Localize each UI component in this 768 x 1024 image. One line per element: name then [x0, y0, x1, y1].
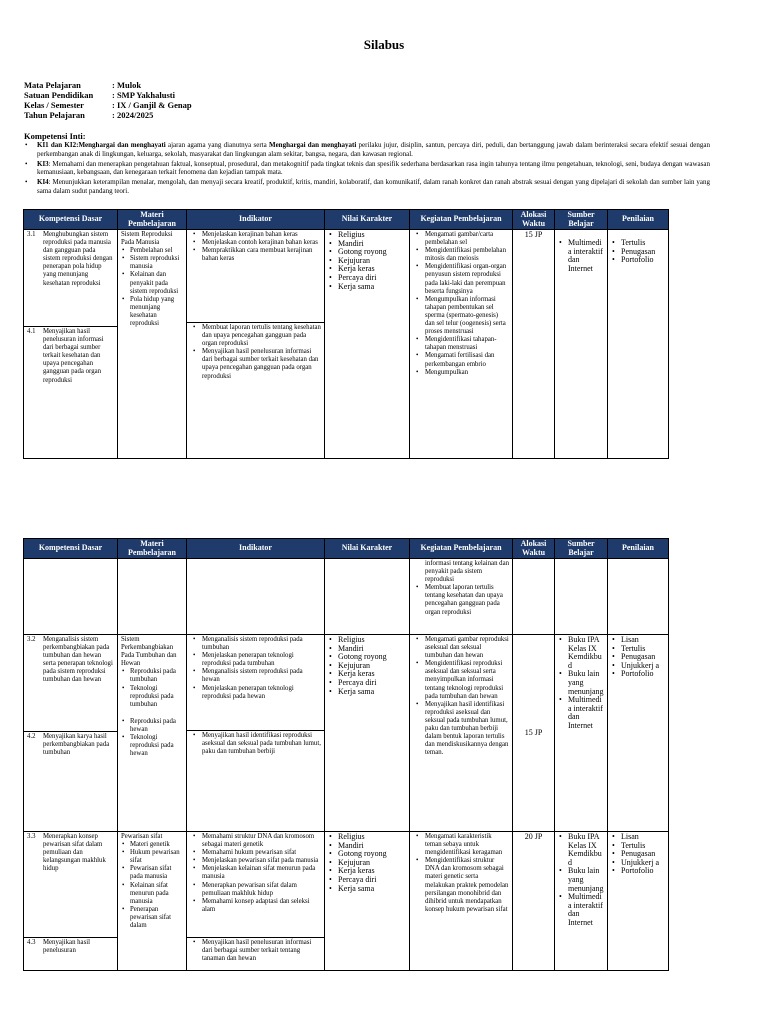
list-item: • Mengidentifikasi struktur DNA dan kromosom sebagai materi genetic serta melakukan praktek pemodelan persilangan monohibrid dan dihibrid untuk mendapatkan konsep hukum pewarisan sifat	[413, 857, 509, 914]
meta-value: : SMP Yakhalusti	[112, 90, 175, 100]
kegiatan-list	[413, 231, 509, 377]
sumber-list	[558, 833, 604, 928]
ki-code: KI1 dan KI2:	[37, 141, 79, 149]
kd-item	[27, 636, 114, 731]
materi-title: Sistem Perkembangbiakan Pada Tumbuhan dan Hewan	[121, 636, 177, 668]
meta-row	[24, 80, 192, 90]
list-item: • Menerapkan pewarisan sifat dalam pemuliaan makhluk hidup	[190, 882, 321, 898]
alokasi-cell: 15 JP	[513, 635, 555, 832]
col-kompetensi-dasar: Kompetensi Dasar	[24, 539, 118, 559]
penilaian-list	[611, 636, 665, 679]
col-kegiatan: Kegiatan Pembelajaran	[410, 210, 513, 230]
kd-item	[27, 231, 114, 326]
indikator-cell	[187, 635, 325, 832]
list-item: • Reproduksi pada hewan	[121, 718, 183, 734]
list-item: • Penugasan	[611, 248, 665, 257]
ki-list	[24, 141, 710, 197]
col-nilai-karakter: Nilai Karakter	[325, 210, 410, 230]
meta-row	[24, 90, 192, 100]
col-sumber: Sumber Belajar	[555, 210, 608, 230]
kegiatan-cell	[410, 559, 513, 635]
nilai-cell	[325, 832, 410, 971]
kd-text: Menyajikan hasil penelusuran	[43, 939, 91, 955]
list-item: • Buku lain yang menunjang	[558, 867, 604, 893]
list-item: • Portofolio	[611, 256, 665, 265]
list-item: • Kerja keras	[328, 670, 406, 679]
ki-text: : Menunjukkan keterampilan menalar, mengolah, dan menyaji secara kreatif, produktif, kritis, mandiri, kolaboratif, dan komunikatif, dalam ranah konkret dan ranah abstrak sesuai dengan yang dipelajari di sekolah dan sumber lain yang sama dalam sudut pandang teori.	[37, 178, 710, 195]
penilaian-cell	[608, 832, 669, 971]
list-item: • Mempraktikkan cara membuat kerajinan bahan keras	[190, 247, 321, 263]
kd-number: 3.2	[27, 636, 36, 643]
list-item: • Memahami hukum pewarisan sifat	[190, 849, 321, 857]
list-item: • Membuat laporan tertulis tentang kesehatan dan upaya pencegahan gangguan pada organ reproduksi	[190, 324, 321, 348]
list-item: • Religius	[328, 231, 406, 240]
list-item: • Mengamati gambar reproduksi aseksual dan seksual tumbuhan dan hewan	[413, 636, 509, 660]
list-item: • Buku IPA Kelas IX Kemdikbu d	[558, 636, 604, 670]
col-penilaian: Penilaian	[608, 539, 669, 559]
kd-text: Menghubungkan sistem reproduksi pada manusia dan gangguan pada sistem reproduksi dengan penerapan pola hidup yang menunjang kesehatan reproduksi	[43, 231, 113, 287]
ki-text: ajaran agama yang dianutnya serta	[165, 141, 269, 149]
kd-cell	[24, 559, 118, 635]
list-item: • Gotong royong	[328, 248, 406, 257]
list-item: • Menyajikan hasil penelusuran informasi dari berbagai sumber terkait tentang tanaman dan hewan	[190, 939, 321, 963]
list-item: • Menyajikan hasil penelusuran informasi dari berbagai sumber terkait kesehatan dan upaya pencegahan gangguan pada organ reproduksi	[190, 348, 321, 380]
list-item: • Kerja keras	[328, 867, 406, 876]
list-item: • Mandiri	[328, 842, 406, 851]
indikator-cell	[187, 230, 325, 459]
nilai-list	[328, 833, 406, 893]
table-header	[24, 210, 669, 230]
list-item: • Kerja sama	[328, 688, 406, 697]
list-item: • Religius	[328, 636, 406, 645]
sumber-cell	[555, 559, 608, 635]
nilai-list	[328, 636, 406, 696]
ki-item	[24, 178, 710, 196]
list-item: • Mengumpulkan	[413, 369, 509, 377]
kd-cell	[24, 635, 118, 832]
list-item: • Teknologi reproduksi pada hewan	[121, 734, 183, 758]
list-item: • Percaya diri	[328, 876, 406, 885]
list-item: • Kejujuran	[328, 662, 406, 671]
table-row	[24, 832, 669, 971]
list-item: • Gotong royong	[328, 850, 406, 859]
meta-value: : 2024/2025	[112, 110, 154, 120]
kd-item	[24, 326, 117, 385]
indikator-list	[190, 231, 321, 322]
list-item: • Lisan	[611, 833, 665, 842]
ki-item	[24, 141, 710, 159]
syllabus-table-2	[23, 538, 669, 971]
page-title: Silabus	[363, 37, 405, 52]
nilai-cell	[325, 230, 410, 459]
col-indikator: Indikator	[187, 539, 325, 559]
kd-text: Menyajikan karya hasil perkembangbiakan pada tumbuhan	[43, 733, 110, 757]
penilaian-cell	[608, 559, 669, 635]
list-item: • Pewarisan sifat pada manusia	[121, 865, 183, 881]
kd-number: 4.3	[27, 939, 36, 946]
col-alokasi: Alokasi Waktu	[513, 210, 555, 230]
meta-key: Mata Pelajaran	[24, 80, 81, 90]
sumber-cell	[555, 832, 608, 971]
kd-number: 3.3	[27, 833, 36, 840]
ki-bold: Menghargai dan menghayati	[78, 141, 166, 149]
materi-list	[121, 668, 183, 708]
list-item: • Materi genetik	[121, 841, 183, 849]
materi-cell	[118, 559, 187, 635]
list-item: • Multimedi a interaktif dan Internet	[558, 239, 604, 273]
nilai-cell	[325, 559, 410, 635]
list-item: • Religius	[328, 833, 406, 842]
list-item: • Unjukkerj a	[611, 662, 665, 671]
list-item: • Menganalisis sistem reproduksi pada hewan	[190, 668, 321, 684]
list-item: • Teknologi reproduksi pada tumbuhan	[121, 685, 183, 709]
kegiatan-cell	[410, 230, 513, 459]
list-item: • Gotong royong	[328, 653, 406, 662]
list-item: • Penerapan pewarisan sifat dalam	[121, 906, 183, 930]
kd-item	[24, 731, 117, 757]
kegiatan-list	[413, 833, 509, 914]
sumber-list	[558, 239, 604, 273]
list-item: • Mengidentifikasi organ-organ penyusun sistem reproduksi pada laki-laki dan perempuan beserta fungsinya	[413, 263, 509, 295]
kd-cell	[24, 832, 118, 971]
list-item: • Menjelaskan contoh kerajinan bahan keras	[190, 239, 321, 247]
kd-number: 3.1	[27, 231, 36, 238]
list-item: • Kelainan sifat menurun pada manusia	[121, 882, 183, 906]
materi-cell	[118, 832, 187, 971]
list-item: • Reproduksi pada tumbuhan	[121, 668, 183, 684]
indikator-cell	[187, 832, 325, 971]
meta-value: : Mulok	[112, 80, 142, 90]
list-item: • Penugasan	[611, 850, 665, 859]
materi-list	[121, 841, 183, 930]
list-item: • Portofolio	[611, 867, 665, 876]
kd-item	[27, 833, 114, 937]
alokasi-cell: 20 JP	[513, 832, 555, 971]
alokasi-cell	[513, 559, 555, 635]
list-item: • Kerja keras	[328, 265, 406, 274]
kd-cell	[24, 230, 118, 459]
materi-list	[121, 718, 183, 758]
kegiatan-cell	[410, 635, 513, 832]
sumber-cell	[555, 635, 608, 832]
list-item: • Mengumpulkan informasi tahapan pembentukan sel sperma (spermato-genesis) dan sel telur (oogenesis) serta proses menstruasi	[413, 296, 509, 336]
penilaian-cell	[608, 635, 669, 832]
meta-key: Satuan Pendidikan	[24, 90, 94, 100]
list-item: • Mandiri	[328, 240, 406, 249]
kd-text: Menerapkan konsep pewarisan sifat dalam pemuliaan dan kelangsungan makhluk hidup	[43, 833, 106, 873]
list-item: • Multimedi a interaktif dan Internet	[558, 696, 604, 730]
list-item: • Unjukkerj a	[611, 859, 665, 868]
list-item: • Menganalisis sistem reproduksi pada tumbuhan	[190, 636, 321, 652]
sumber-cell	[555, 230, 608, 459]
list-item: • Menjelaskan kerajinan bahan keras	[190, 231, 321, 239]
list-item: • Kejujuran	[328, 257, 406, 266]
list-item: • Kelainan dan penyakit pada sistem reproduksi	[121, 271, 183, 295]
col-materi: Materi Pembelajaran	[118, 539, 187, 559]
list-item: • Kerja sama	[328, 283, 406, 292]
indikator-list	[190, 833, 321, 937]
list-item: • Menjelaskan kelainan sifat menurun pada manusia	[190, 865, 321, 881]
col-nilai-karakter: Nilai Karakter	[325, 539, 410, 559]
list-item: • Multimedi a interaktif dan Internet	[558, 893, 604, 927]
indikator-list	[190, 732, 321, 756]
col-kompetensi-dasar: Kompetensi Dasar	[24, 210, 118, 230]
ki-bold: Menghargai dan menghayati	[268, 141, 357, 149]
col-alokasi: Alokasi Waktu	[513, 539, 555, 559]
list-item: • Hukum pewarisan sifat	[121, 849, 183, 865]
list-item: • Menyajikan hasil identifikasi reproduksi aseksual dan seksual pada tumbuhan lumut, paku dan tumbuhan berbiji dalam bentuk laporan tertulis dan mendiskusikannya dengan teman.	[413, 701, 509, 758]
list-item: • Memahami struktur DNA dan kromosom sebagai materi genetik	[190, 833, 321, 849]
list-item: • Membuat laporan tertulis tentang kesehatan dan upaya pencegahan gangguan pada organ reproduksi	[413, 584, 509, 616]
indikator-split	[187, 322, 324, 381]
materi-title: Sistem Reproduksi Pada Manusia	[121, 231, 173, 247]
list-item: • Portofolio	[611, 670, 665, 679]
identity-block	[24, 80, 192, 120]
table-row	[24, 635, 669, 832]
kegiatan-list	[413, 636, 509, 757]
indikator-split	[187, 937, 324, 963]
meta-key: Tahun Pelajaran	[24, 110, 85, 120]
indikator-split	[187, 730, 324, 756]
ki-text: perilaku jujur, disiplin, santun, percaya diri, peduli, dan bertanggung jawab dalam berinteraksi secara efektif sesuai dengan perkembangan anak di lingkungan, keluarga, sekolah, masyarakat dan lingkungan alam sekitar, bangsa, negara, dan kawasan regional.	[37, 141, 710, 158]
kegiatan-list	[413, 584, 509, 616]
list-item: • Pembelahan sel	[121, 247, 183, 255]
col-indikator: Indikator	[187, 210, 325, 230]
nilai-list	[328, 231, 406, 291]
list-item: • Lisan	[611, 636, 665, 645]
table-row	[24, 230, 669, 459]
meta-row	[24, 100, 192, 110]
kd-number: 4.2	[27, 733, 36, 740]
list-item: • Tertulis	[611, 239, 665, 248]
materi-list	[121, 247, 183, 328]
nilai-cell	[325, 635, 410, 832]
col-sumber: Sumber Belajar	[555, 539, 608, 559]
meta-row	[24, 110, 192, 120]
list-item: • Penugasan	[611, 653, 665, 662]
list-item: • Mengidentifikasi pembelahan mitosis dan meiosis	[413, 247, 509, 263]
indikator-list	[190, 939, 321, 963]
ki-code: KI3	[37, 159, 49, 168]
col-materi: Materi Pembelajaran	[118, 210, 187, 230]
list-item: • Menjelaskan penerapan teknologi reproduksi pada tumbuhan	[190, 652, 321, 668]
list-item: • Mandiri	[328, 645, 406, 654]
materi-cell	[118, 230, 187, 459]
list-item: • Buku lain yang menunjang	[558, 670, 604, 696]
kegiatan-continued-text: informasi tentang kelainan dan penyakit pada sistem reproduksi	[425, 560, 509, 584]
list-item: • Mengamati karakteristik teman sebaya untuk mengidentifikasi keragaman	[413, 833, 509, 857]
list-item: • Buku IPA Kelas IX Kemdikbu d	[558, 833, 604, 867]
list-item: • Kerja sama	[328, 885, 406, 894]
ki-code: KI4	[37, 178, 49, 187]
col-kegiatan: Kegiatan Pembelajaran	[410, 539, 513, 559]
meta-value: : IX / Ganjil & Genap	[112, 100, 192, 110]
syllabus-table-1	[23, 209, 669, 459]
list-item: • Mengidentifikasi tahapan-tahapan menstruasi	[413, 336, 509, 352]
table-header	[24, 539, 669, 559]
list-item: • Menjelaskan pewarisan sifat pada manusia	[190, 857, 321, 865]
list-item: • Menyajikan hasil identifikasi reproduksi aseksual dan seksual pada tumbuhan lumut, paku dan tumbuhan berbiji	[190, 732, 321, 756]
list-item: • Tertulis	[611, 645, 665, 654]
materi-cell	[118, 635, 187, 832]
list-item: • Mengamati fertilisasi dan perkembangan embrio	[413, 352, 509, 368]
list-item: • Mengamati gambar/carta pembelahan sel	[413, 231, 509, 247]
list-item: • Memahami konsep adaptasi dan seleksi alam	[190, 898, 321, 914]
list-item: • Percaya diri	[328, 274, 406, 283]
list-item: • Sistem reproduksi manusia	[121, 255, 183, 271]
alokasi-cell: 15 JP	[513, 230, 555, 459]
ki-text: : Memahami dan menerapkan pengetahuan faktual, konseptual, prosedural, dan metakognitif pada tingkat teknis dan spesifik sederhana berdasarkan rasa ingin tahunya tentang ilmu pengetahuan, teknologi, seni, budaya dengan wawasan kemanusiaan, kebangsaan, dan kenegaraan terkait fenomena dan kejadian tampak mata.	[37, 159, 710, 177]
materi-title: Pewarisan sifat	[121, 833, 163, 840]
sumber-list	[558, 636, 604, 731]
indikator-list	[190, 324, 321, 381]
indikator-cell	[187, 559, 325, 635]
kd-item	[24, 937, 117, 955]
list-item: • Kejujuran	[328, 859, 406, 868]
list-item: • Percaya diri	[328, 679, 406, 688]
kegiatan-cell	[410, 832, 513, 971]
list-item: • Menjelaskan penerapan teknologi reproduksi pada hewan	[190, 685, 321, 701]
penilaian-list	[611, 833, 665, 876]
penilaian-list	[611, 239, 665, 265]
kd-text: Menyajikan hasil penelusuran informasi dari berbagai sumber terkait kesehatan dan upaya pencegahan gangguan pada organ reproduksi	[43, 328, 104, 384]
kd-number: 4.1	[27, 328, 36, 335]
penilaian-cell	[608, 230, 669, 459]
col-penilaian: Penilaian	[608, 210, 669, 230]
list-item: • Pola hidup yang menunjang kesehatan reproduksi	[121, 296, 183, 328]
ki-heading: Kompetensi Inti:	[24, 131, 86, 141]
meta-key: Kelas / Semester	[24, 100, 84, 110]
indikator-list	[190, 636, 321, 730]
kd-text: Menganalisis sistem perkembangbiakan pada tumbuhan dan hewan serta penerapan teknologi pada sistem reproduksi tumbuhan dan hewan	[43, 636, 113, 684]
list-item: • Tertulis	[611, 842, 665, 851]
list-item: • Mengidentifikasi reproduksi aseksual dan seksual serta menyimpulkan informasi tentang teknologi reproduksi pada tumbuhan dan hewan	[413, 660, 509, 700]
ki-item	[24, 160, 710, 178]
table-row	[24, 559, 669, 635]
